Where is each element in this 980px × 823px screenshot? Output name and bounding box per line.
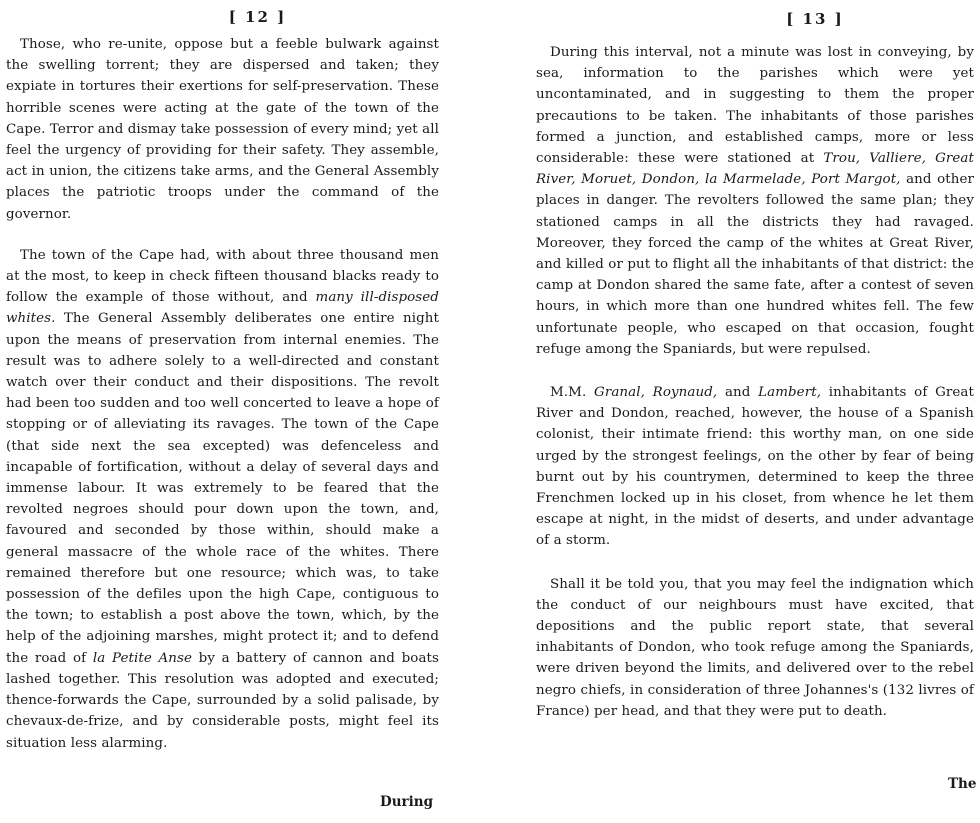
paragraph: [536, 42, 974, 360]
paragraph-text: M.M.: [550, 385, 595, 401]
page-number: [ 12 ]: [228, 8, 287, 26]
right-page: [520, 0, 980, 823]
paragraph: [6, 34, 439, 225]
paragraph: [536, 574, 974, 722]
italic-place-names: Trou, Valliere, Great River, Moruet, Dondon, la Marmelade, Port Margot,: [536, 151, 974, 188]
italic-phrase: many ill-disposed whites.: [6, 290, 439, 327]
page-number: [ 13 ]: [786, 10, 844, 28]
italic-person-name: Lambert,: [758, 385, 822, 401]
paragraph-text: Those, who re-unite, oppose but a feeble bulwark against the swelling torrent; they are dispersed and taken; they expiate in tortures their exertions for self-preservation. These horrible scenes were acting at the gate of the town of the Cape. Terror and dismay take possession of every mind; yet all feel the urgency of providing for their safety. They assemble, act in union, the citizens take arms, and the General Assembly places the patriotic troops under the command of the governor.: [6, 37, 439, 222]
paragraph-text: During this interval, not a minute was lost in conveying, by sea, information to the parishes which were yet uncontaminated, and in suggesting to them the proper precautions to be taken. The inhabitants of those parishes formed a junction, and established camps, more or less considerable: these were stationed at: [536, 45, 974, 167]
italic-place-name: la Petite Anse: [92, 650, 192, 666]
paragraph-text: The General Assembly deliberates one entire night upon the means of preservation from internal enemies. The result was to adhere solely to a well-directed and constant watch over their conduct and their dispositions. The revolt had been too sudden and too well concerted to leave a hope of stopping or of alleviating its ravages. The town of the Cape (that side next the sea excepted) was defenceless and incapable of fortification, without a delay of several days and immense labour. It was extremely to be feared that the revolted negroes should pour down upon the town, and, favoured and seconded by those within, should make a general massacre of the whole race of the whites. There remained therefore but one resource; which was, to take possession of the defiles upon the high Cape, contiguous to the town; to establish a post above the town, which, by the help of the adjoining marshes, might protect it; and to defend the road of: [6, 311, 439, 666]
left-page: [0, 0, 455, 823]
italic-person-names: Granal, Roynaud,: [594, 385, 718, 401]
paragraph-text: inhabitants of Great River and Dondon, reached, however, the house of a Spanish colonist, their intimate friend: this worthy man, on one side urged by the strongest feelings, on the other by fear of being burnt out by his countrymen, determined to keep the three Frenchmen locked up in his closet, from whence he let them escape at night, in the midst of deserts, and under advantage of a storm.: [536, 385, 974, 549]
paragraph: [6, 245, 439, 754]
paragraph-text: The town of the Cape had, with about three thousand men at the most, to keep in check fifteen thousand blacks ready to follow the example of those without, and: [6, 247, 439, 306]
paragraph: [536, 382, 974, 552]
catchword: During: [380, 794, 434, 810]
paragraph-text: and: [717, 385, 759, 401]
paragraph-text: and other places in danger. The revolters followed the same plan; they stationed camps in all the districts they had ravaged. Moreover, they forced the camp of the whites at Great River, and killed or put to flight all the inhabitants of that district: the camp at Dondon shared the same fate, after a contest of seven hours, in which more than one hundred whites fell. The few unfortunate people, who escaped on that occasion, fought refuge among the Spaniards, but were repulsed.: [536, 172, 974, 357]
catchword: The: [948, 776, 977, 792]
paragraph-text: by a battery of cannon and boats lashed together. This resolution was adopted and executed; thence-forwards the Cape, surrounded by a solid palisade, by chevaux-de-frize, and by considerable posts, might feel its situation less alarming.: [6, 650, 439, 751]
paragraph-text: Shall it be told you, that you may feel the indignation which the conduct of our neighbours must have excited, that depositions and the public report state, that several inhabitants of Dondon, who took refuge among the Spaniards, were driven beyond the limits, and delivered over to the rebel negro chiefs, in consideration of three Johannes's (132 livres of France) per head, and that they were put to death.: [536, 576, 974, 719]
